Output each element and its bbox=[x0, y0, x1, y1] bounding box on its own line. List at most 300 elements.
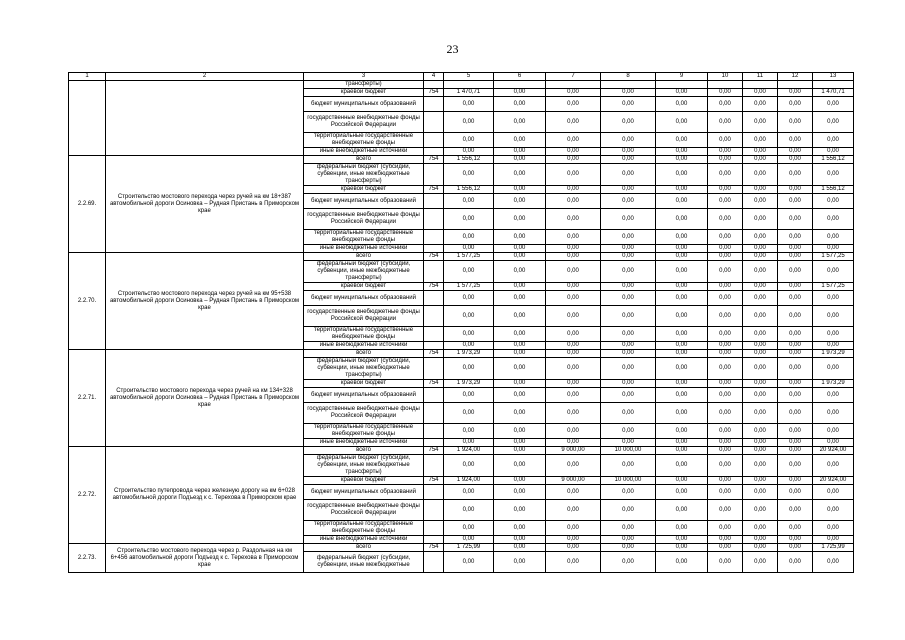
value-cell: 0,00 bbox=[601, 194, 656, 209]
value-cell: 0,00 bbox=[444, 133, 494, 148]
value-cell: 0,00 bbox=[494, 164, 546, 186]
column-number-header: 10 bbox=[708, 73, 743, 81]
value-cell: 0,00 bbox=[656, 380, 708, 388]
value-cell: 0,00 bbox=[444, 306, 494, 327]
value-cell: 0,00 bbox=[743, 521, 778, 536]
item-code-cell: 2.2.69. bbox=[69, 156, 106, 253]
value-cell: 0,00 bbox=[813, 133, 854, 148]
table-body bbox=[69, 73, 854, 573]
value-cell: 0,00 bbox=[494, 253, 546, 261]
value-cell: 0,00 bbox=[601, 148, 656, 156]
value-cell: 0,00 bbox=[494, 133, 546, 148]
value-cell: 0,00 bbox=[494, 186, 546, 194]
source-cell: федеральный бюджет (субсидии, субвенции, иные межбюджетные трансферты) bbox=[304, 164, 424, 186]
value-cell: 0,00 bbox=[743, 455, 778, 477]
value-cell: 0,00 bbox=[778, 424, 813, 439]
value-cell: 1 924,00 bbox=[444, 447, 494, 455]
value-cell: 0,00 bbox=[656, 261, 708, 283]
value-cell: 0,00 bbox=[708, 291, 743, 306]
value-cell: 0,00 bbox=[778, 97, 813, 112]
column-number-header: 2 bbox=[106, 73, 304, 81]
value-cell: 0,00 bbox=[743, 447, 778, 455]
value-cell: 0,00 bbox=[601, 327, 656, 342]
value-cell: 0,00 bbox=[708, 447, 743, 455]
value-cell: 0,00 bbox=[778, 447, 813, 455]
source-cell: федеральный бюджет (субсидии, субвенции, иные межбюджетные bbox=[304, 552, 424, 573]
agency-code-cell bbox=[424, 230, 444, 245]
value-cell: 0,00 bbox=[743, 283, 778, 291]
value-cell: 0,00 bbox=[656, 148, 708, 156]
value-cell: 0,00 bbox=[494, 521, 546, 536]
value-cell: 0,00 bbox=[546, 358, 601, 380]
value-cell: 0,00 bbox=[656, 544, 708, 552]
source-cell: территориальные государственные внебюджетные фонды bbox=[304, 327, 424, 342]
value-cell: 0,00 bbox=[494, 245, 546, 253]
value-cell: 0,00 bbox=[444, 112, 494, 133]
value-cell: 0,00 bbox=[444, 230, 494, 245]
value-cell: 0,00 bbox=[743, 403, 778, 424]
agency-code-cell bbox=[424, 552, 444, 573]
value-cell: 0,00 bbox=[708, 148, 743, 156]
value-cell: 0,00 bbox=[778, 245, 813, 253]
table-row bbox=[69, 544, 854, 552]
value-cell: 0,00 bbox=[656, 388, 708, 403]
source-cell: государственные внебюджетные фонды Российской Федерации bbox=[304, 403, 424, 424]
value-cell: 0,00 bbox=[813, 148, 854, 156]
value-cell: 0,00 bbox=[444, 261, 494, 283]
agency-code-cell: 754 bbox=[424, 89, 444, 97]
value-cell: 0,00 bbox=[601, 186, 656, 194]
value-cell: 0,00 bbox=[778, 261, 813, 283]
value-cell: 0,00 bbox=[813, 455, 854, 477]
value-cell: 0,00 bbox=[708, 89, 743, 97]
value-cell: 1 973,29 bbox=[444, 380, 494, 388]
value-cell: 0,00 bbox=[444, 521, 494, 536]
value-cell: 1 556,12 bbox=[813, 156, 854, 164]
value-cell bbox=[813, 81, 854, 89]
code-cell bbox=[69, 81, 106, 156]
value-cell: 0,00 bbox=[494, 261, 546, 283]
value-cell: 0,00 bbox=[743, 245, 778, 253]
value-cell: 0,00 bbox=[601, 403, 656, 424]
value-cell: 0,00 bbox=[656, 350, 708, 358]
value-cell: 0,00 bbox=[656, 230, 708, 245]
agency-code-cell: 754 bbox=[424, 477, 444, 485]
value-cell: 0,00 bbox=[546, 186, 601, 194]
value-cell: 0,00 bbox=[656, 342, 708, 350]
column-number-header: 12 bbox=[778, 73, 813, 81]
source-cell: территориальные государственные внебюджетные фонды bbox=[304, 424, 424, 439]
source-cell: краевой бюджет bbox=[304, 283, 424, 291]
value-cell: 0,00 bbox=[656, 536, 708, 544]
value-cell: 0,00 bbox=[743, 536, 778, 544]
value-cell: 0,00 bbox=[743, 477, 778, 485]
value-cell: 10 000,00 bbox=[601, 477, 656, 485]
agency-code-cell bbox=[424, 327, 444, 342]
source-cell: федеральный бюджет (субсидии, субвенции, иные межбюджетные трансферты) bbox=[304, 261, 424, 283]
agency-code-cell bbox=[424, 194, 444, 209]
value-cell: 0,00 bbox=[813, 500, 854, 521]
value-cell: 0,00 bbox=[708, 245, 743, 253]
value-cell: 0,00 bbox=[778, 112, 813, 133]
value-cell: 0,00 bbox=[601, 261, 656, 283]
value-cell: 0,00 bbox=[656, 245, 708, 253]
value-cell: 0,00 bbox=[494, 424, 546, 439]
value-cell: 0,00 bbox=[778, 164, 813, 186]
value-cell: 0,00 bbox=[656, 112, 708, 133]
value-cell: 0,00 bbox=[601, 342, 656, 350]
value-cell: 1 973,29 bbox=[444, 350, 494, 358]
value-cell: 0,00 bbox=[778, 89, 813, 97]
value-cell: 0,00 bbox=[708, 388, 743, 403]
table-row bbox=[69, 253, 854, 261]
value-cell: 0,00 bbox=[656, 291, 708, 306]
value-cell: 0,00 bbox=[743, 306, 778, 327]
item-code-cell: 2.2.72. bbox=[69, 447, 106, 544]
value-cell: 0,00 bbox=[601, 283, 656, 291]
source-cell: краевой бюджет bbox=[304, 380, 424, 388]
value-cell: 1 556,12 bbox=[444, 156, 494, 164]
value-cell: 0,00 bbox=[708, 424, 743, 439]
value-cell: 0,00 bbox=[601, 306, 656, 327]
value-cell: 1 556,12 bbox=[813, 186, 854, 194]
value-cell: 0,00 bbox=[656, 477, 708, 485]
value-cell: 0,00 bbox=[778, 306, 813, 327]
value-cell: 0,00 bbox=[743, 194, 778, 209]
source-cell: федеральный бюджет (субсидии, субвенции, иные межбюджетные трансферты) bbox=[304, 358, 424, 380]
agency-code-cell: 754 bbox=[424, 350, 444, 358]
value-cell: 0,00 bbox=[708, 283, 743, 291]
value-cell: 0,00 bbox=[778, 358, 813, 380]
column-number-header: 5 bbox=[444, 73, 494, 81]
value-cell: 0,00 bbox=[708, 485, 743, 500]
value-cell: 1 556,12 bbox=[444, 186, 494, 194]
value-cell: 0,00 bbox=[778, 327, 813, 342]
financing-table bbox=[68, 72, 854, 573]
value-cell: 0,00 bbox=[778, 156, 813, 164]
column-number-header: 13 bbox=[813, 73, 854, 81]
value-cell: 0,00 bbox=[494, 403, 546, 424]
value-cell: 0,00 bbox=[494, 209, 546, 230]
source-cell: государственные внебюджетные фонды Российской Федерации bbox=[304, 209, 424, 230]
value-cell: 0,00 bbox=[444, 97, 494, 112]
value-cell: 0,00 bbox=[546, 164, 601, 186]
value-cell: 0,00 bbox=[743, 350, 778, 358]
value-cell: 0,00 bbox=[708, 133, 743, 148]
value-cell: 0,00 bbox=[743, 342, 778, 350]
value-cell: 0,00 bbox=[601, 380, 656, 388]
value-cell: 0,00 bbox=[601, 521, 656, 536]
value-cell: 0,00 bbox=[546, 209, 601, 230]
value-cell: 0,00 bbox=[494, 439, 546, 447]
value-cell: 0,00 bbox=[813, 521, 854, 536]
item-name-cell: Строительство мостового перехода через ручей на км 18+387 автомобильной дороги Осиновка – Рудная Пристань в Приморском крае bbox=[106, 156, 304, 253]
agency-code-cell bbox=[424, 455, 444, 477]
value-cell: 0,00 bbox=[778, 552, 813, 573]
value-cell: 0,00 bbox=[708, 477, 743, 485]
value-cell: 0,00 bbox=[546, 403, 601, 424]
value-cell: 0,00 bbox=[813, 388, 854, 403]
value-cell: 0,00 bbox=[708, 209, 743, 230]
value-cell: 0,00 bbox=[708, 350, 743, 358]
column-number-header: 8 bbox=[601, 73, 656, 81]
value-cell: 0,00 bbox=[546, 283, 601, 291]
value-cell bbox=[444, 81, 494, 89]
value-cell: 1 577,25 bbox=[813, 253, 854, 261]
value-cell: 0,00 bbox=[444, 342, 494, 350]
value-cell: 0,00 bbox=[601, 97, 656, 112]
value-cell: 0,00 bbox=[813, 536, 854, 544]
value-cell: 0,00 bbox=[778, 133, 813, 148]
value-cell: 0,00 bbox=[656, 403, 708, 424]
value-cell: 0,00 bbox=[778, 536, 813, 544]
value-cell: 0,00 bbox=[656, 447, 708, 455]
value-cell: 20 924,00 bbox=[813, 477, 854, 485]
agency-code-cell: 754 bbox=[424, 380, 444, 388]
value-cell: 0,00 bbox=[546, 230, 601, 245]
value-cell: 0,00 bbox=[778, 380, 813, 388]
value-cell: 0,00 bbox=[778, 342, 813, 350]
agency-code-cell bbox=[424, 342, 444, 350]
value-cell: 0,00 bbox=[813, 230, 854, 245]
value-cell: 0,00 bbox=[656, 89, 708, 97]
value-cell: 0,00 bbox=[601, 485, 656, 500]
value-cell: 0,00 bbox=[743, 544, 778, 552]
value-cell: 0,00 bbox=[546, 500, 601, 521]
table-row bbox=[69, 81, 854, 89]
value-cell bbox=[494, 81, 546, 89]
source-cell: бюджет муниципальных образований bbox=[304, 388, 424, 403]
value-cell: 0,00 bbox=[778, 500, 813, 521]
value-cell: 0,00 bbox=[778, 283, 813, 291]
value-cell: 0,00 bbox=[708, 521, 743, 536]
value-cell: 1 470,71 bbox=[813, 89, 854, 97]
value-cell: 0,00 bbox=[778, 485, 813, 500]
page-number: 23 bbox=[446, 42, 459, 56]
value-cell: 0,00 bbox=[778, 521, 813, 536]
value-cell: 0,00 bbox=[494, 455, 546, 477]
value-cell: 0,00 bbox=[813, 306, 854, 327]
value-cell: 0,00 bbox=[546, 133, 601, 148]
value-cell: 0,00 bbox=[444, 327, 494, 342]
value-cell: 0,00 bbox=[656, 439, 708, 447]
value-cell: 0,00 bbox=[708, 536, 743, 544]
value-cell: 20 924,00 bbox=[813, 447, 854, 455]
value-cell: 0,00 bbox=[708, 380, 743, 388]
name-cell bbox=[106, 81, 304, 156]
agency-code-cell bbox=[424, 439, 444, 447]
value-cell: 0,00 bbox=[601, 350, 656, 358]
value-cell: 0,00 bbox=[778, 403, 813, 424]
item-code-cell: 2.2.70. bbox=[69, 253, 106, 350]
value-cell: 0,00 bbox=[546, 261, 601, 283]
value-cell: 0,00 bbox=[494, 97, 546, 112]
value-cell: 0,00 bbox=[494, 447, 546, 455]
value-cell: 1 577,25 bbox=[444, 283, 494, 291]
value-cell: 1 577,25 bbox=[444, 253, 494, 261]
value-cell: 0,00 bbox=[444, 552, 494, 573]
value-cell: 0,00 bbox=[546, 291, 601, 306]
value-cell: 0,00 bbox=[656, 164, 708, 186]
value-cell: 0,00 bbox=[813, 209, 854, 230]
value-cell: 0,00 bbox=[494, 327, 546, 342]
column-number-header: 7 bbox=[546, 73, 601, 81]
agency-code-cell bbox=[424, 388, 444, 403]
value-cell: 0,00 bbox=[601, 164, 656, 186]
source-cell: всего bbox=[304, 253, 424, 261]
value-cell: 0,00 bbox=[601, 209, 656, 230]
value-cell: 0,00 bbox=[813, 261, 854, 283]
value-cell: 0,00 bbox=[743, 380, 778, 388]
agency-code-cell bbox=[424, 209, 444, 230]
value-cell: 0,00 bbox=[778, 455, 813, 477]
column-number-header: 4 bbox=[424, 73, 444, 81]
value-cell: 0,00 bbox=[656, 306, 708, 327]
value-cell: 0,00 bbox=[813, 291, 854, 306]
value-cell: 0,00 bbox=[494, 89, 546, 97]
agency-code-cell bbox=[424, 536, 444, 544]
value-cell: 0,00 bbox=[813, 403, 854, 424]
value-cell: 0,00 bbox=[494, 194, 546, 209]
value-cell: 0,00 bbox=[813, 164, 854, 186]
item-name-cell: Строительство мостового перехода через р. Раздольная на км 6+456 автомобильной дороги Подъезд к с. Терехова в Приморском крае bbox=[106, 544, 304, 573]
source-cell: иные внебюджетные источники bbox=[304, 245, 424, 253]
value-cell: 0,00 bbox=[601, 89, 656, 97]
agency-code-cell: 754 bbox=[424, 544, 444, 552]
column-number-header: 6 bbox=[494, 73, 546, 81]
value-cell: 0,00 bbox=[743, 424, 778, 439]
value-cell: 0,00 bbox=[546, 327, 601, 342]
value-cell: 0,00 bbox=[546, 439, 601, 447]
source-cell: всего bbox=[304, 350, 424, 358]
agency-code-cell bbox=[424, 245, 444, 253]
agency-code-cell bbox=[424, 403, 444, 424]
value-cell: 0,00 bbox=[656, 253, 708, 261]
value-cell: 0,00 bbox=[708, 230, 743, 245]
value-cell: 0,00 bbox=[546, 194, 601, 209]
value-cell: 0,00 bbox=[708, 455, 743, 477]
agency-code-cell: 754 bbox=[424, 156, 444, 164]
value-cell: 0,00 bbox=[546, 552, 601, 573]
value-cell: 0,00 bbox=[546, 245, 601, 253]
value-cell: 0,00 bbox=[778, 388, 813, 403]
value-cell: 0,00 bbox=[546, 97, 601, 112]
agency-code-cell bbox=[424, 261, 444, 283]
value-cell: 0,00 bbox=[546, 455, 601, 477]
value-cell: 0,00 bbox=[743, 485, 778, 500]
value-cell: 0,00 bbox=[546, 380, 601, 388]
value-cell: 0,00 bbox=[708, 112, 743, 133]
value-cell: 0,00 bbox=[546, 253, 601, 261]
value-cell: 0,00 bbox=[494, 283, 546, 291]
source-cell: иные внебюджетные источники bbox=[304, 439, 424, 447]
value-cell: 0,00 bbox=[444, 403, 494, 424]
source-cell: иные внебюджетные источники bbox=[304, 148, 424, 156]
value-cell: 0,00 bbox=[708, 358, 743, 380]
value-cell: 0,00 bbox=[601, 112, 656, 133]
value-cell: 0,00 bbox=[546, 342, 601, 350]
agency-code-cell bbox=[424, 164, 444, 186]
source-cell: краевой бюджет bbox=[304, 89, 424, 97]
value-cell: 0,00 bbox=[494, 148, 546, 156]
value-cell: 0,00 bbox=[743, 89, 778, 97]
column-number-header: 9 bbox=[656, 73, 708, 81]
value-cell: 0,00 bbox=[494, 536, 546, 544]
value-cell: 0,00 bbox=[601, 291, 656, 306]
agency-code-cell bbox=[424, 485, 444, 500]
source-cell: территориальные государственные внебюджетные фонды bbox=[304, 133, 424, 148]
value-cell: 0,00 bbox=[656, 485, 708, 500]
source-cell: бюджет муниципальных образований bbox=[304, 97, 424, 112]
value-cell: 0,00 bbox=[494, 477, 546, 485]
value-cell: 0,00 bbox=[444, 424, 494, 439]
value-cell: 0,00 bbox=[494, 544, 546, 552]
value-cell: 0,00 bbox=[743, 261, 778, 283]
value-cell: 0,00 bbox=[656, 521, 708, 536]
source-cell: территориальные государственные внебюджетные фонды bbox=[304, 230, 424, 245]
value-cell: 0,00 bbox=[656, 500, 708, 521]
value-cell bbox=[601, 81, 656, 89]
value-cell: 0,00 bbox=[778, 194, 813, 209]
value-cell: 0,00 bbox=[444, 148, 494, 156]
value-cell: 0,00 bbox=[656, 552, 708, 573]
source-cell: территориальные государственные внебюджетные фонды bbox=[304, 521, 424, 536]
source-cell: всего bbox=[304, 156, 424, 164]
value-cell: 0,00 bbox=[813, 112, 854, 133]
value-cell: 10 000,00 bbox=[601, 447, 656, 455]
value-cell: 0,00 bbox=[743, 253, 778, 261]
value-cell: 0,00 bbox=[708, 253, 743, 261]
item-code-cell: 2.2.71. bbox=[69, 350, 106, 447]
column-number-header: 11 bbox=[743, 73, 778, 81]
value-cell: 0,00 bbox=[444, 485, 494, 500]
agency-code-cell bbox=[424, 500, 444, 521]
value-cell: 0,00 bbox=[656, 97, 708, 112]
value-cell: 0,00 bbox=[708, 552, 743, 573]
value-cell: 0,00 bbox=[601, 156, 656, 164]
value-cell: 0,00 bbox=[546, 148, 601, 156]
value-cell: 0,00 bbox=[743, 97, 778, 112]
source-cell: государственные внебюджетные фонды Российской Федерации bbox=[304, 500, 424, 521]
value-cell: 0,00 bbox=[601, 245, 656, 253]
agency-code-cell: 754 bbox=[424, 253, 444, 261]
value-cell: 0,00 bbox=[444, 439, 494, 447]
value-cell: 0,00 bbox=[708, 261, 743, 283]
header-row bbox=[69, 73, 854, 81]
agency-code-cell bbox=[424, 291, 444, 306]
value-cell: 0,00 bbox=[813, 327, 854, 342]
value-cell: 0,00 bbox=[778, 291, 813, 306]
value-cell: 0,00 bbox=[601, 133, 656, 148]
value-cell: 1 725,99 bbox=[813, 544, 854, 552]
table-row bbox=[69, 350, 854, 358]
value-cell: 0,00 bbox=[494, 350, 546, 358]
value-cell: 0,00 bbox=[813, 97, 854, 112]
value-cell: 0,00 bbox=[601, 500, 656, 521]
value-cell: 0,00 bbox=[494, 485, 546, 500]
source-cell: бюджет муниципальных образований bbox=[304, 194, 424, 209]
value-cell: 0,00 bbox=[743, 164, 778, 186]
value-cell: 0,00 bbox=[546, 350, 601, 358]
value-cell bbox=[778, 81, 813, 89]
value-cell: 0,00 bbox=[546, 306, 601, 327]
value-cell: 0,00 bbox=[743, 552, 778, 573]
value-cell bbox=[708, 81, 743, 89]
value-cell: 0,00 bbox=[546, 544, 601, 552]
value-cell: 0,00 bbox=[601, 388, 656, 403]
value-cell: 0,00 bbox=[813, 358, 854, 380]
value-cell: 0,00 bbox=[546, 424, 601, 439]
